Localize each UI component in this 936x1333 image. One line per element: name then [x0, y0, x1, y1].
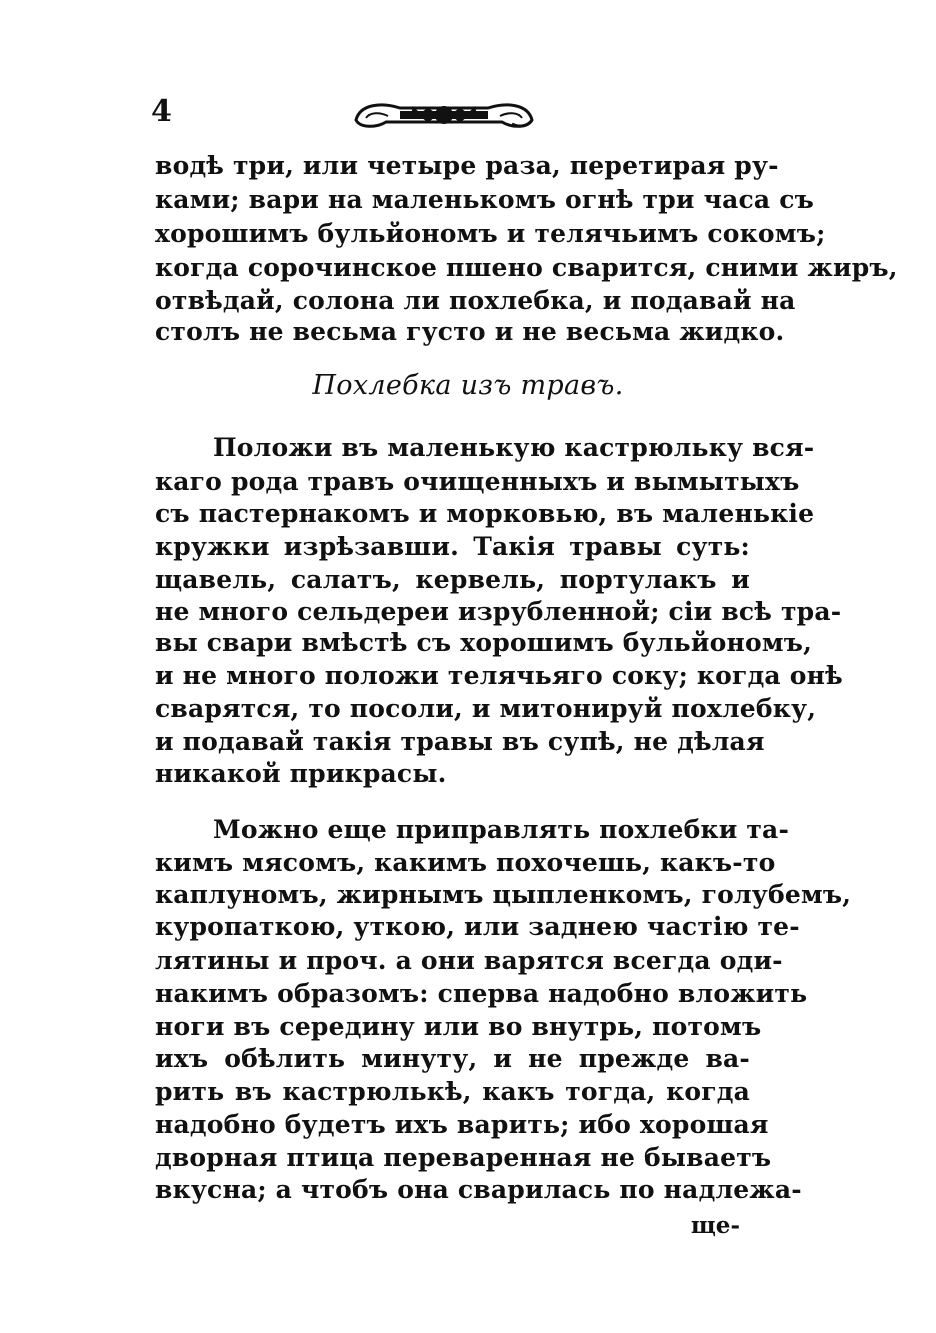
catchword: ще-: [690, 1212, 740, 1239]
text-line: каплуномъ, жирнымъ цыпленкомъ, голубемъ,: [155, 880, 852, 909]
text-line: когда сорочинское пшено сварится, сними жиръ,: [155, 253, 898, 282]
text-line: вкусна; а чтобъ она сварилась по надлежа-: [155, 1175, 802, 1204]
text-line: и подавай такія травы въ супѣ, не дѣлая: [155, 727, 765, 756]
text-line: съ пастернакомъ и морковью, въ маленькіе: [155, 499, 815, 528]
text-line: кружки изрѣзавши. Такія травы суть:: [155, 532, 750, 561]
text-line: каго рода травъ очищенныхъ и вымытыхъ: [155, 467, 800, 496]
text-line: кимъ мясомъ, какимъ похочешь, какъ-то: [155, 848, 776, 877]
text-line: куропаткою, уткою, или заднею частію те-: [155, 912, 800, 941]
text-line: сварятся, то посоли, и митонируй похлебку,: [155, 694, 817, 723]
text-line: не много сельдереи изрубленной; сіи всѣ тра-: [155, 597, 842, 626]
text-line: ками; вари на маленькомъ огнѣ три часа съ: [155, 185, 814, 214]
text-line: Положи въ маленькую кастрюльку вся-: [213, 433, 815, 462]
text-line: лятины и проч. а они варятся всегда оди-: [155, 946, 783, 975]
text-line: ноги въ середину или во внутрь, потомъ: [155, 1012, 762, 1041]
text-line: щавель, салатъ, кервель, портулакъ и: [155, 565, 750, 594]
page-number: 4: [151, 94, 172, 129]
text-line: Можно еще приправлять похлебки та-: [213, 815, 790, 844]
section-heading: Похлебка изъ травъ.: [312, 370, 624, 401]
text-line: накимъ образомъ: сперва надобно вложить: [155, 979, 808, 1008]
text-line: отвѣдай, солона ли похлебка, и подавай на: [155, 286, 796, 315]
text-line: никакой прикрасы.: [155, 759, 447, 788]
text-line: и не много положи телячьяго соку; когда онѣ: [155, 661, 843, 690]
text-line: надобно будетъ ихъ варить; ибо хорошая: [155, 1110, 769, 1139]
text-line: дворная птица переваренная не бываетъ: [155, 1143, 772, 1172]
text-line: вы свари вмѣстѣ съ хорошимъ бульйономъ,: [155, 628, 813, 657]
text-line: водѣ три, или четыре раза, перетирая ру-: [155, 151, 779, 180]
text-line: хорошимъ бульйономъ и телячьимъ сокомъ;: [155, 219, 826, 248]
ornament-headpiece: [352, 98, 536, 132]
text-line: столъ не весьма густо и не весьма жидко.: [155, 317, 785, 346]
text-line: рить въ кастрюлькѣ, какъ тогда, когда: [155, 1077, 750, 1106]
text-line: ихъ обѣлить минуту, и не прежде ва-: [155, 1044, 750, 1073]
